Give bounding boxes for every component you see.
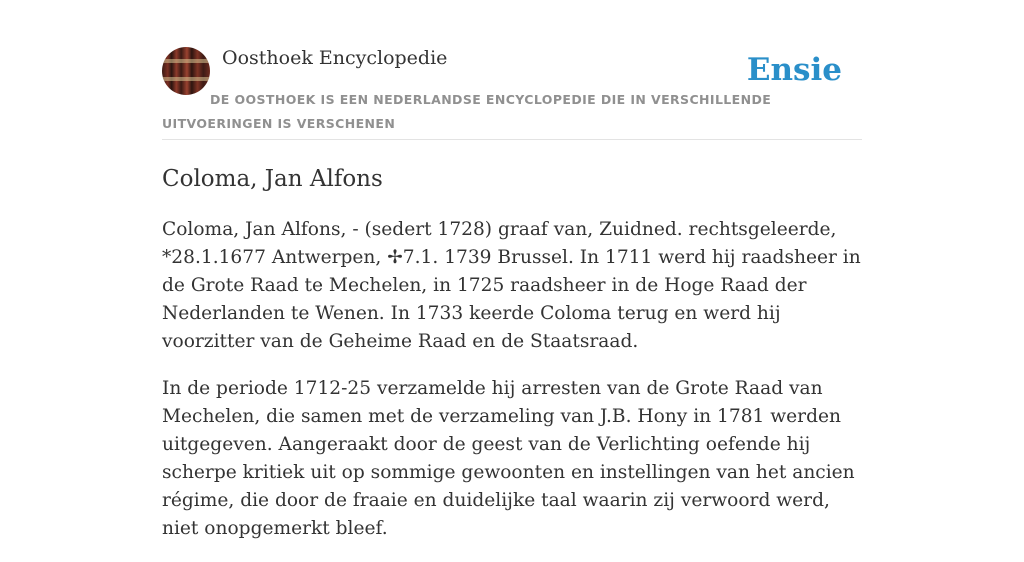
ensie-logo-link[interactable]: Ensie bbox=[746, 52, 842, 88]
book-spine-band bbox=[162, 77, 210, 81]
article-title: Coloma, Jan Alfons bbox=[162, 166, 383, 192]
site-header bbox=[162, 0, 862, 140]
article-body bbox=[162, 216, 862, 562]
source-name-link[interactable]: Oosthoek Encyclopedie bbox=[222, 47, 448, 69]
book-spine-band bbox=[162, 59, 210, 63]
article-paragraph: Coloma, Jan Alfons, - (sedert 1728) graaf van, Zuidned. rechtsgeleerde, *28.1.1677 Antwerpen, ✢7.1. 1739 Brussel. In 1711 werd hij raadsheer in de Grote Raad te Mechelen, in 1725 raadsheer in de Hoge Raad der Nederlanden te Wenen. In 1733 keerde Coloma terug en werd hij voorzitter van de Geheime Raad en de Staatsraad. bbox=[162, 219, 861, 352]
article-paragraph: In de periode 1712-25 verzamelde hij arresten van de Grote Raad van Mechelen, die samen met de verzameling van J.B. Hony in 1781 werden uitgegeven. Aangeraakt door de geest van de Verlichting oefende hij scherpe kritiek uit op sommige gewoonten en instellingen van het ancien régime, die door de fraaie en duidelijke taal waarin zij verwoord werd, niet onopgemerkt bleef. bbox=[162, 378, 855, 539]
source-tagline: DE OOSTHOEK IS EEN NEDERLANDSE ENCYCLOPEDIE DIE IN VERSCHILLENDE UITVOERINGEN IS VERSCHENEN bbox=[162, 92, 772, 131]
page-container bbox=[162, 0, 862, 539]
